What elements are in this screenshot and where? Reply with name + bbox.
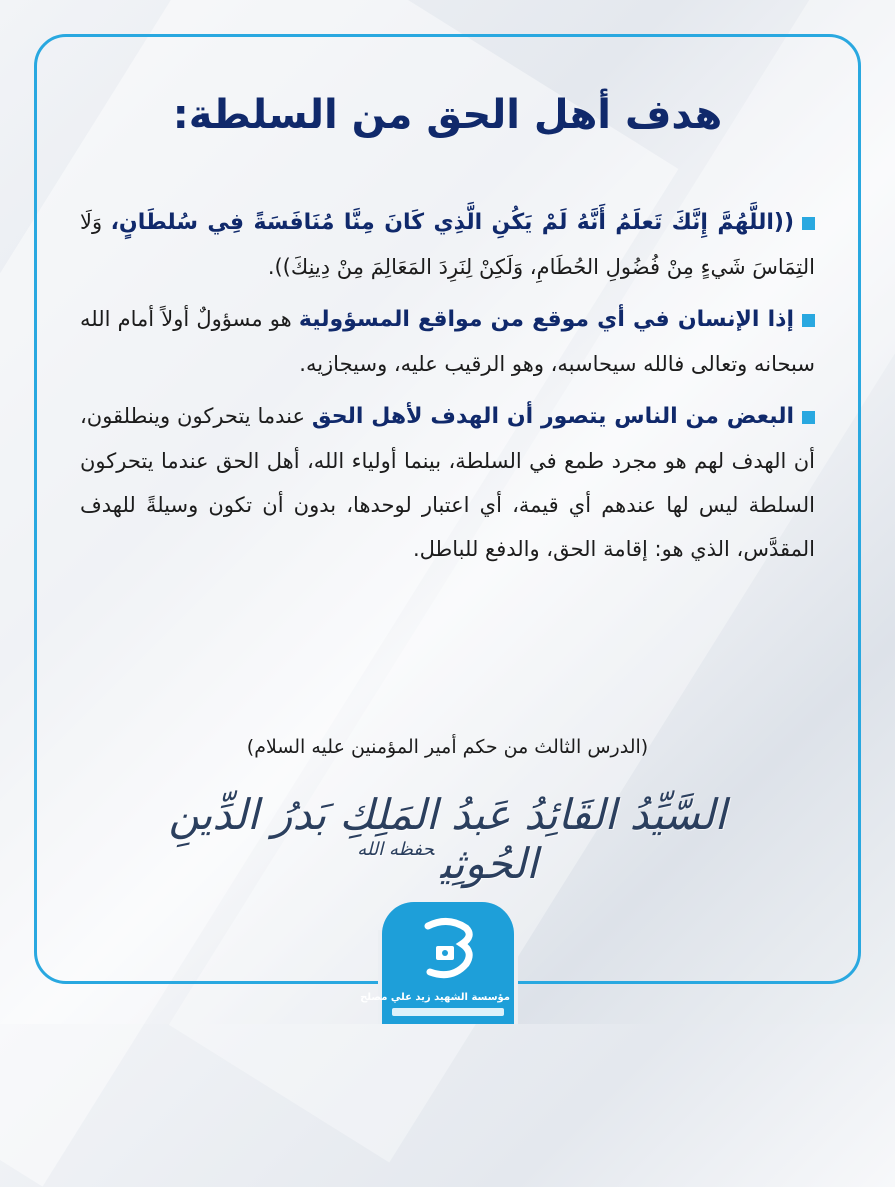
signature-name: السَّيِّدُ القَائِدُ عَبدُ المَلِكِ بَدرُ الدِّينِ الحُوثِي [168,790,727,888]
paragraph-1 [80,200,815,289]
square-bullet-icon [802,411,815,424]
paragraph-highlight: البعض من الناس يتصور أن الهدف لأهل الحق [311,404,794,429]
signature-suffix: حفظه الله [357,839,435,860]
source-citation: (الدرس الثالث من حكم أمير المؤمنين عليه السلام) [246,736,649,758]
paragraph-2 [80,297,815,386]
paragraph-highlight: إذا الإنسان في أي موقع من مواقع المسؤولية [298,307,794,332]
paragraph-3 [80,394,815,571]
page-title: هدف أهل الحق من السلطة: [172,92,723,138]
square-bullet-icon [802,314,815,327]
paragraph-text: هو مسؤولٌ أولاً أمام الله سبحانه وتعالى فالله سيحاسبه، وهو الرقيب عليه، وسيجازيه. [80,307,815,376]
paragraph-text: عندما يتحركون وينطلقون، أن الهدف لهم هو مجرد طمع في السلطة، بينما أولياء الله، أهل الحق عندما يتحركون السلطة ليس لها عندهم أي قيمة، أي اعتبار لوحدها، بدون أن تكون وسيلةً للهدف المقدَّس، الذي هو: إقامة الحق، والدفع للباطل. [80,404,815,561]
paragraph-text: وَلَا التِمَاسَ شَيءٍ مِنْ فُضُولِ الحُطَامِ، وَلَكِنْ لِنَرِدَ المَعَالِمَ مِنْ دِينِكَ)). [80,210,815,279]
paragraph-highlight: ((اللَّهُمَّ إِنَّكَ تَعلَمُ أَنَّهُ لَمْ يَكُنِ الَّذِي كَانَ مِنَّا مُنَافَسَةً فِي سُلطَانٍ، [110,210,795,235]
square-bullet-icon [802,217,815,230]
content-body [80,200,815,579]
logo-text: مؤسسة الشهيد زيد علي مصلح [360,992,510,1003]
foundation-logo [360,902,514,1024]
calligraphy-signature [100,790,795,888]
logo-subtitle-strip [392,1008,504,1016]
logo-mark-icon [418,914,478,988]
